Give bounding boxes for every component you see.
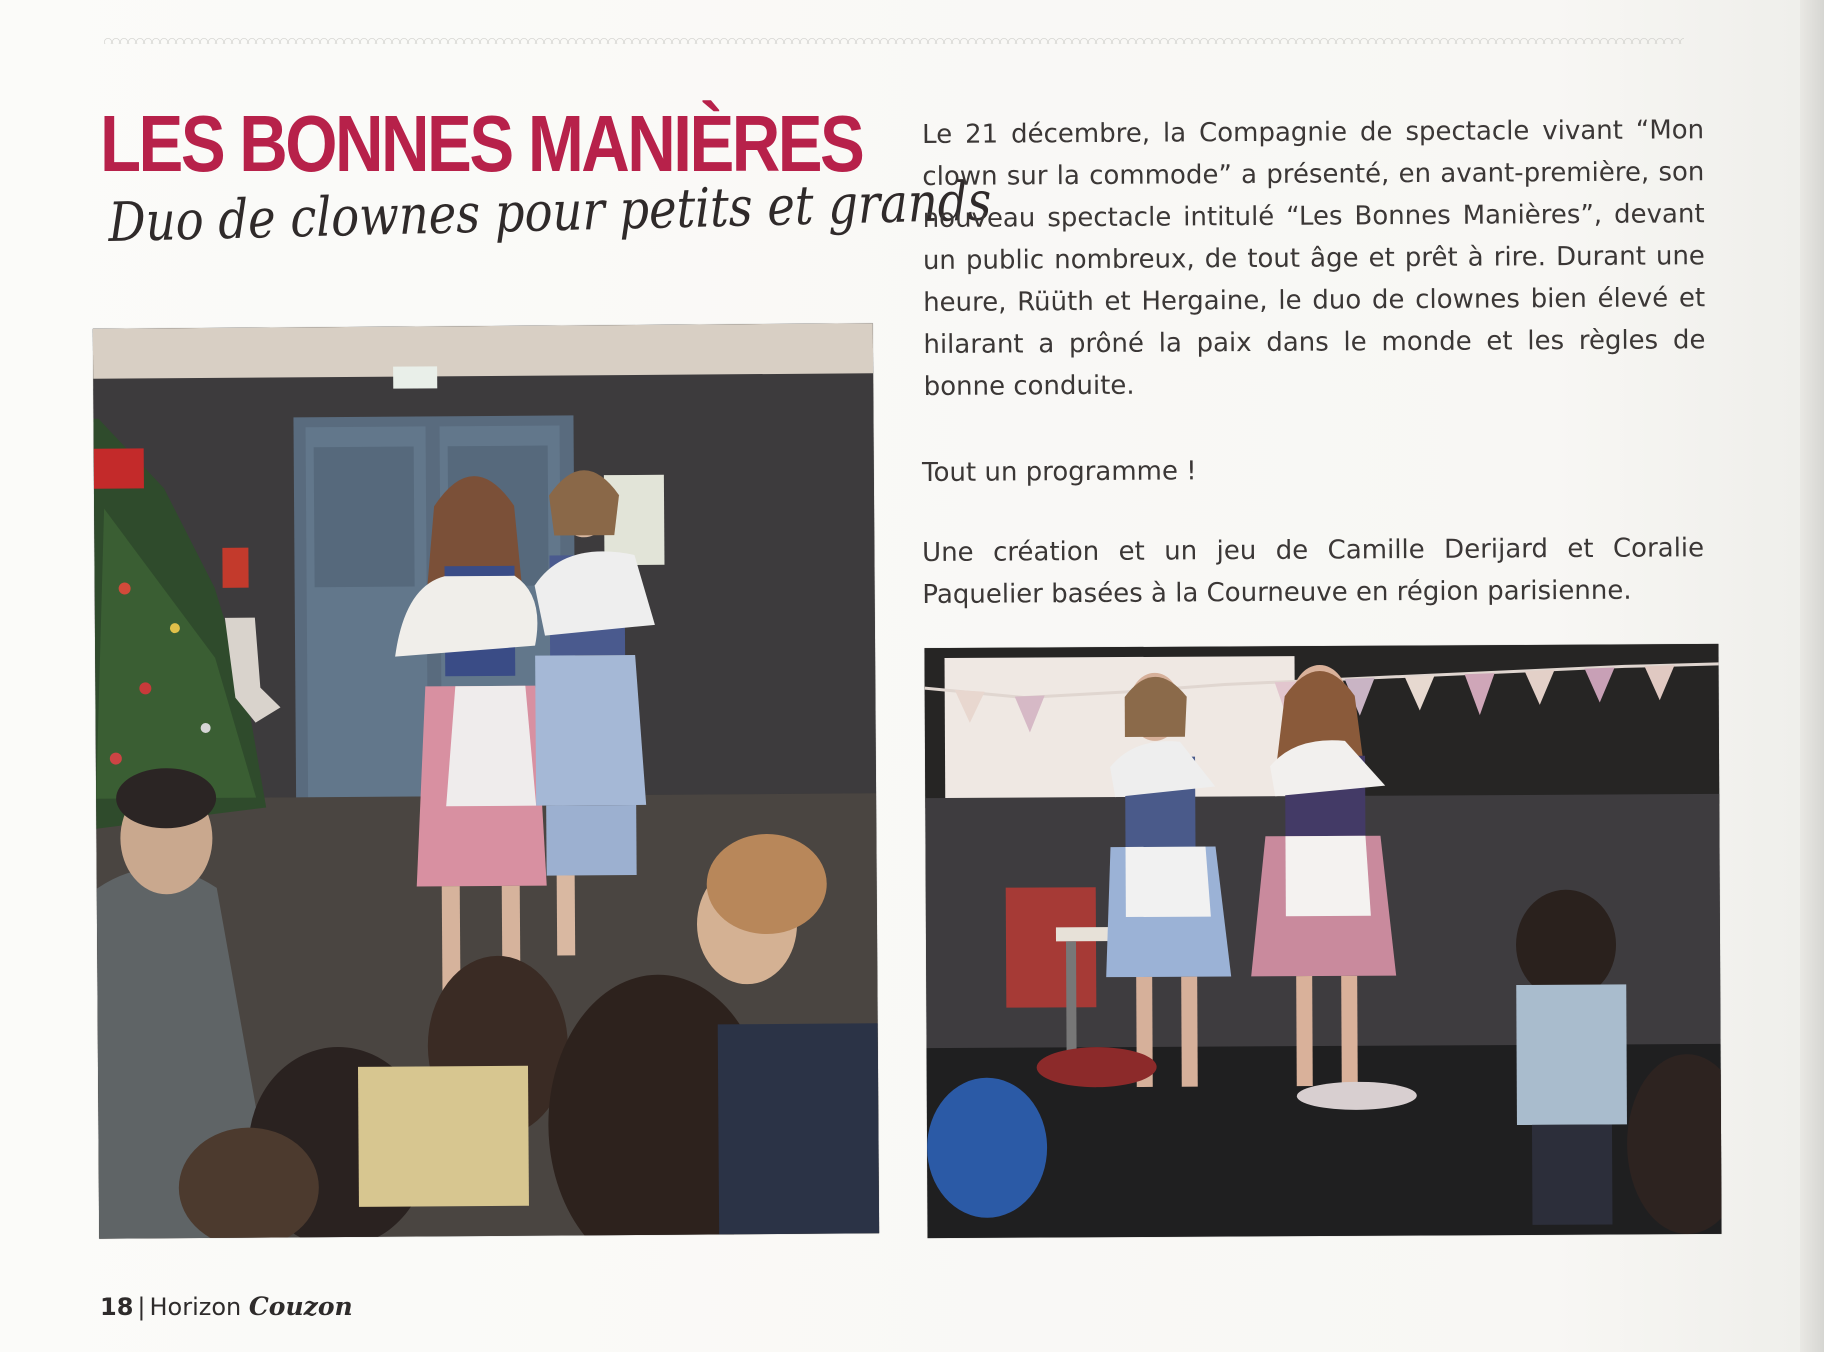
page-number: 18 — [100, 1293, 134, 1321]
article-subtitle: Duo de clownes pour petits et grands — [107, 169, 992, 254]
article-paragraph-2: Tout un programme ! — [922, 456, 1197, 488]
photo-clowns-christmas-tree — [93, 323, 879, 1238]
photo-clowns-on-stage — [924, 644, 1721, 1238]
footer-separator: | — [137, 1293, 146, 1321]
article-paragraph-1: Le 21 décembre, la Compagnie de spectacle vivant “Mon clown sur la commode” a présenté, en avant-première, son nouveau spectacle intitulé “Les Bonnes Manières”, devant un public nombreux, de tout âge et prêt à rire. Durant une heure, Rüüth et Hergaine, le duo de clownes bien élevé et hilarant a prôné la paix dans le monde et les règles de bonne conduite. — [922, 115, 1706, 402]
decorative-top-rule — [104, 36, 1684, 44]
footer-brand-horizon: Horizon — [149, 1293, 242, 1321]
page-edge — [1800, 0, 1824, 1352]
footer-brand-couzon: Couzon — [248, 1292, 353, 1321]
page-footer — [100, 1292, 353, 1321]
article-paragraph-3: Une création et un jeu de Camille Derijard et Coralie Paquelier basées à la Courneuve en région parisienne. — [922, 533, 1705, 610]
article-title: LES BONNES MANIÈRES — [100, 99, 863, 188]
